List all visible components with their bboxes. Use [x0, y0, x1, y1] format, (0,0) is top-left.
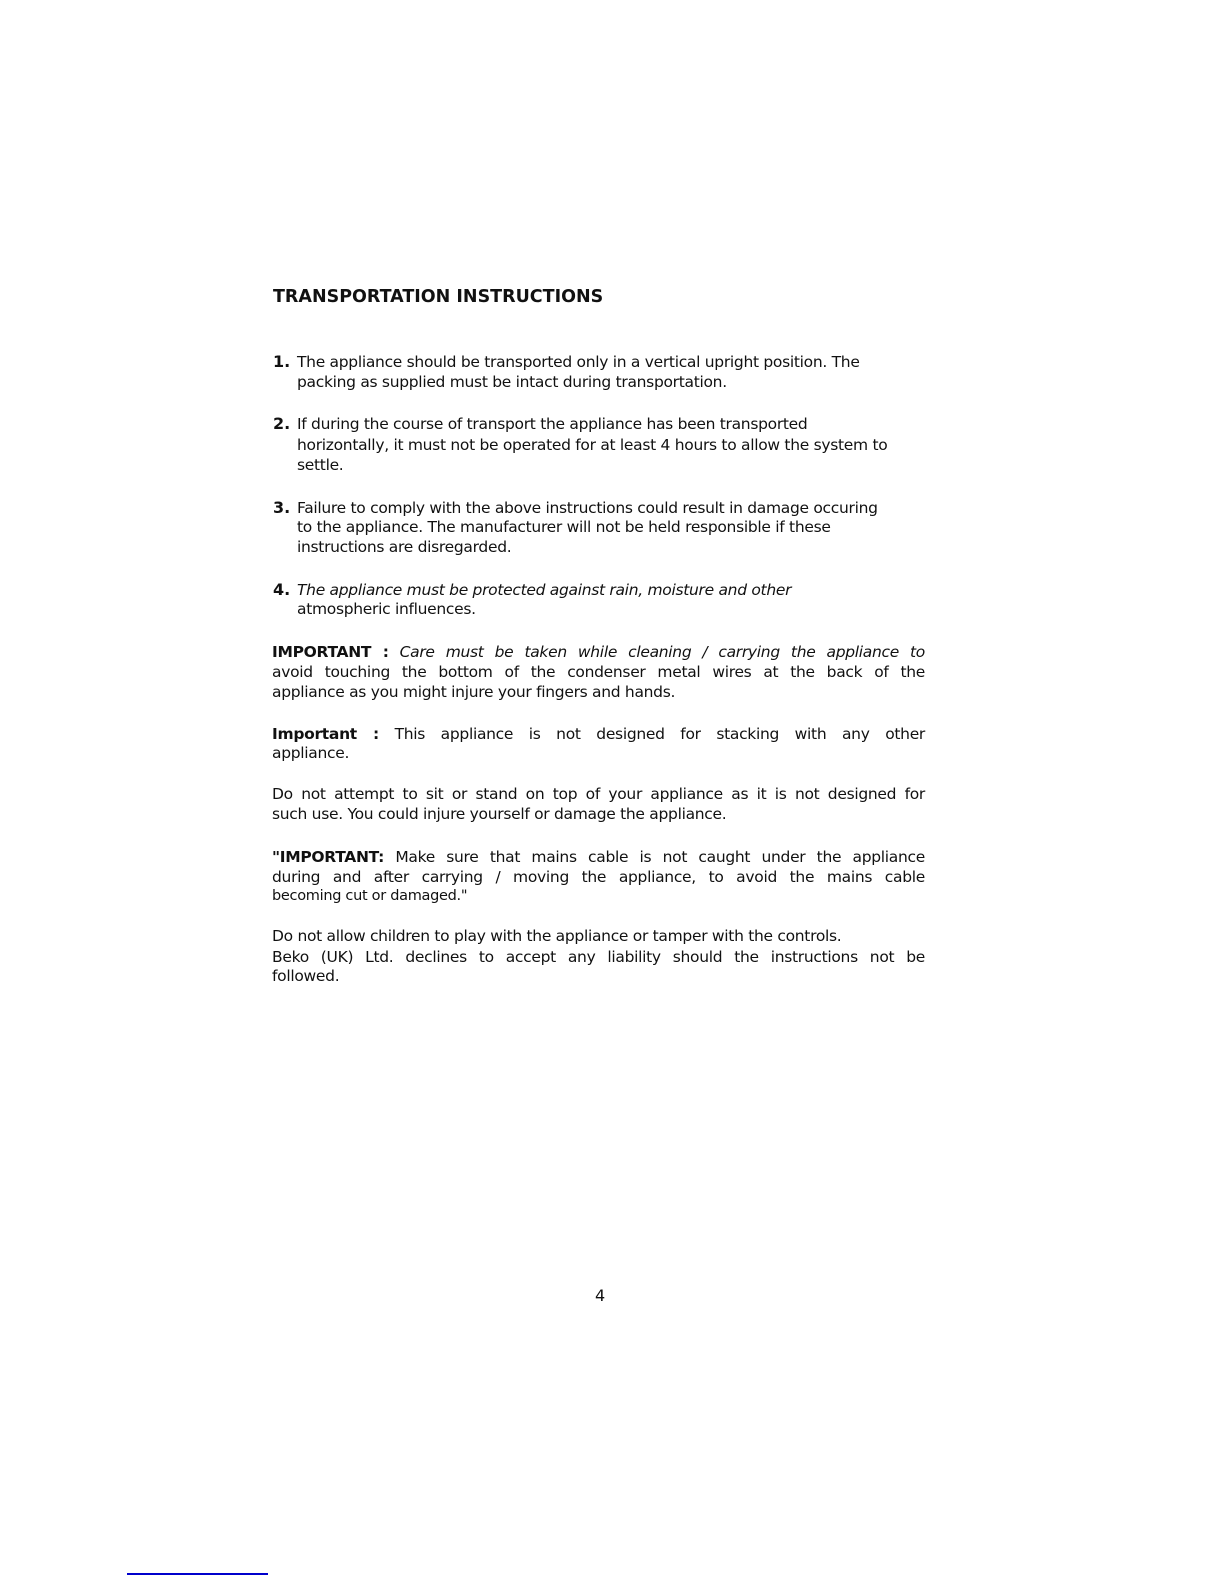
- note-line: becoming cut or damaged.": [272, 888, 468, 904]
- note-line: Do not allow children to play with the appliance or tamper with the controls.: [272, 927, 842, 945]
- item-number: 1.: [273, 352, 291, 371]
- item-line: The appliance should be transported only in a vertical upright position. The: [297, 353, 860, 371]
- note-text: Care must be taken while cleaning / carrying the appliance to: [399, 643, 925, 661]
- important-note-line: [272, 724, 925, 744]
- item-line: horizontally, it must not be operated for at least 4 hours to allow the system to: [297, 436, 888, 454]
- note-line: appliance.: [272, 744, 350, 762]
- item-line: atmospheric influences.: [297, 600, 476, 618]
- note-line: followed.: [272, 967, 340, 985]
- note-line: during and after carrying / moving the appliance, to avoid the mains cable: [272, 868, 925, 886]
- item-line: settle.: [297, 456, 344, 474]
- item-line: Failure to comply with the above instructions could result in damage occuring: [297, 499, 878, 517]
- important-note-line: [272, 847, 925, 867]
- item-line: instructions are disregarded.: [297, 538, 512, 556]
- note-line: avoid touching the bottom of the condenser metal wires at the back of the: [272, 663, 925, 681]
- link-underline: [127, 1573, 268, 1575]
- note-line: Do not attempt to sit or stand on top of your appliance as it is not designed for: [272, 785, 925, 803]
- item-number: 4.: [273, 580, 291, 599]
- note-text: This appliance is not designed for stacking with any other: [394, 725, 925, 743]
- section-title: TRANSPORTATION INSTRUCTIONS: [273, 287, 604, 307]
- important-label: "IMPORTANT:: [272, 848, 385, 866]
- important-note-line: [272, 642, 925, 662]
- note-text: Make sure that mains cable is not caught under the appliance: [395, 848, 925, 866]
- note-line: appliance as you might injure your fingers and hands.: [272, 683, 676, 701]
- item-number: 2.: [273, 414, 291, 433]
- page-number: 4: [595, 1286, 606, 1305]
- item-line: packing as supplied must be intact during transportation.: [297, 373, 727, 391]
- item-number: 3.: [273, 498, 291, 517]
- item-line: to the appliance. The manufacturer will not be held responsible if these: [297, 518, 831, 536]
- item-line: If during the course of transport the appliance has been transported: [297, 415, 808, 433]
- important-label: Important :: [272, 725, 379, 743]
- note-line: Beko (UK) Ltd. declines to accept any liability should the instructions not be: [272, 948, 925, 966]
- note-line: such use. You could injure yourself or damage the appliance.: [272, 805, 727, 823]
- item-line: The appliance must be protected against rain, moisture and other: [297, 581, 792, 599]
- important-label: IMPORTANT :: [272, 643, 389, 661]
